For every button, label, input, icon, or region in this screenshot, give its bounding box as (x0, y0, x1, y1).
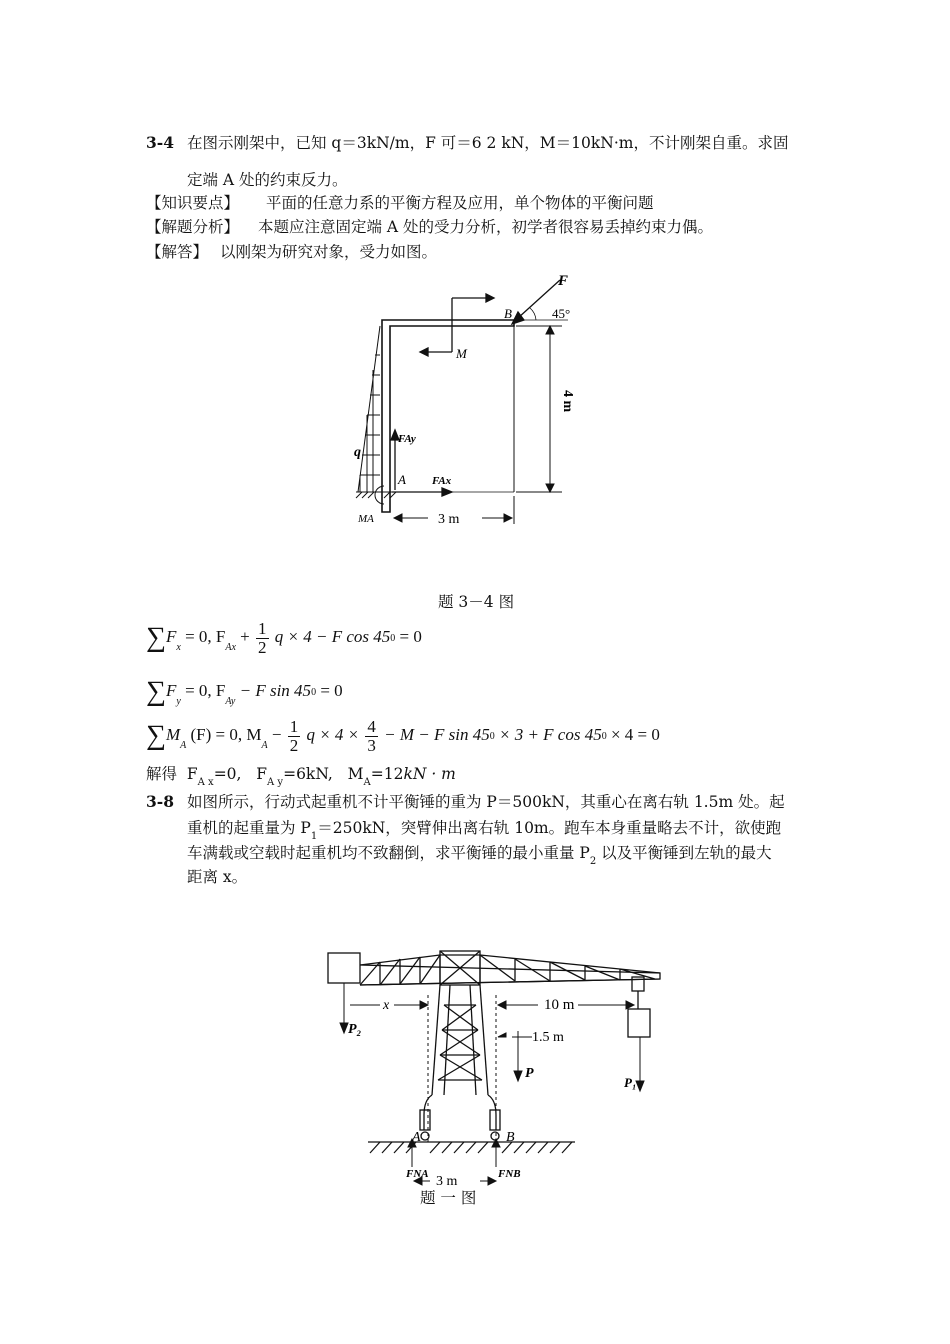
label-A: A (398, 472, 406, 487)
problem-3-8-line1: 如图所示，行动式起重机不计平衡锤的重为 P＝500kN，其重心在离右轨 1.5m 处。起 (187, 793, 785, 811)
label-MA: MA (358, 513, 374, 525)
label-F: F (558, 273, 569, 289)
label-P2: P₂ (348, 1022, 362, 1037)
problem-number-3-4: 3-4 (146, 133, 175, 152)
label-Fay: FAy (398, 433, 416, 445)
answer-text: 以刚架为研究对象，受力如图。 (220, 243, 438, 261)
problem-number-3-8: 3-8 (146, 792, 175, 811)
label-Fax: FAx (432, 475, 452, 487)
frame-diagram (340, 270, 600, 530)
problem-3-4-line2: 定端 A 处的约束反力。 (187, 171, 348, 189)
label-FNA: FNA (406, 1168, 429, 1180)
label-B: B (506, 1130, 515, 1145)
label-A: A (412, 1130, 421, 1145)
problem-3-8-line4: 距离 x。 (187, 868, 248, 886)
problem-3-8-line2: 重机的起重量为 $P_1=250kN$，突臂伸出离右轨 10m。跑车本身重量略去不计，欲使跑 (187, 819, 782, 842)
equation-sum-fx: $\sum F_x = 0$, $F_{Ax}$ + $\frac{1}{2}$ q × 4 − F cos 450 = 0 (146, 618, 422, 657)
knowledge-label: 【知识要点】 (146, 194, 240, 212)
label-q: q (354, 445, 361, 460)
label-FNB: FNB (498, 1168, 521, 1180)
label-height: 4 m (560, 390, 575, 413)
solution-result: 解得 $F_{A x}=0$, $F_{A y}=6kN$, $M_A=12kN \cdot m$ (146, 765, 456, 788)
label-B: B (504, 306, 512, 321)
answer-label: 【解答】 (146, 243, 209, 261)
label-1-5m: 1.5 m (532, 1030, 564, 1045)
label-M: M (456, 346, 467, 361)
problem-3-4-line1: 在图示刚架中，已知 q＝3kN/m，F 可＝6 2 kN，M＝10kN·m，不计刚架自重。求固 (187, 134, 789, 152)
equation-sum-moment: $\sum M_A$ (F) = 0, $M_A$ − $\frac{1}{2}$ q × 4 × $\frac{4}{3}$ − M − F sin 450 × 3 + F cos 450 × 4 = 0 (146, 716, 660, 755)
equation-sum-fy: $\sum F_y = 0$, $F_{Ay} - F$ sin 450 = 0 (146, 676, 343, 707)
figure-caption-3-8: 题 一 图 (420, 1189, 477, 1207)
label-angle: 45° (552, 306, 571, 321)
crane-diagram (320, 945, 670, 1190)
problem-3-8-line3: 车满载或空载时起重机均不致翻倒，求平衡锤的最小重量 $P_2$ 以及平衡锤到左轨的最大 (187, 844, 772, 867)
label-P: P (525, 1066, 534, 1081)
label-x: x (383, 998, 390, 1013)
knowledge-text: 平面的任意力系的平衡方程及应用，单个物体的平衡问题 (266, 194, 654, 212)
analysis-label: 【解题分析】 (146, 218, 240, 236)
label-10m: 10 m (544, 997, 575, 1013)
label-width: 3 m (438, 512, 460, 527)
analysis-text: 本题应注意固定端 A 处的受力分析，初学者很容易丢掉约束力偶。 (258, 218, 714, 236)
label-3m: 3 m (436, 1174, 458, 1189)
figure-caption-3-4: 题 3－4 图 (438, 593, 515, 611)
label-P1: P₁ (624, 1075, 637, 1090)
